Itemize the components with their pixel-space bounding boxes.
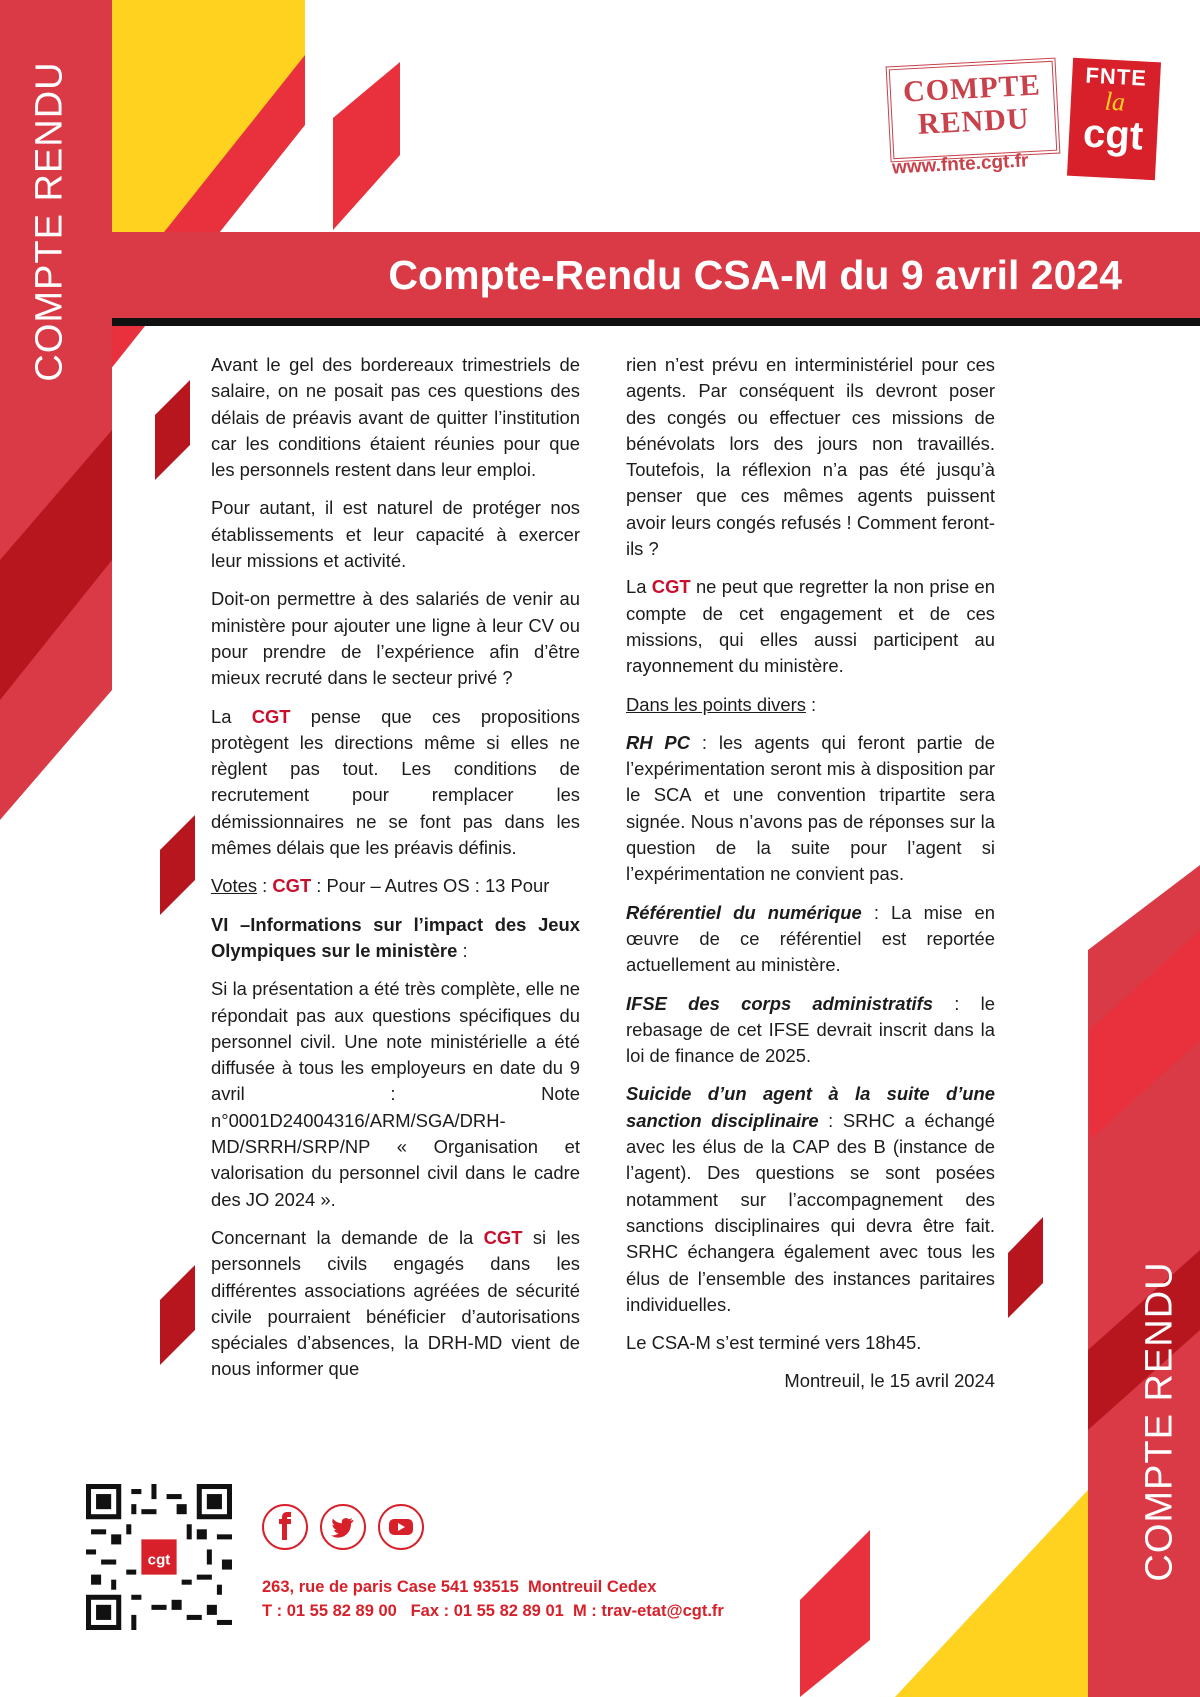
suicide-label: Suicide d’un agent à la suite d’une sanction disciplinaire xyxy=(626,1083,995,1131)
paragraph xyxy=(626,991,995,1070)
paragraph xyxy=(626,574,995,679)
facebook-icon[interactable] xyxy=(262,1504,308,1550)
qr-code[interactable] xyxy=(86,1484,232,1630)
text: : xyxy=(805,693,817,715)
address-line: 263, rue de paris Case 541 93515 Montreuil Cedex xyxy=(262,1578,657,1596)
rhpc-label: RH PC xyxy=(626,731,690,753)
fnte-cgt-badge xyxy=(1067,58,1161,180)
youtube-icon[interactable] xyxy=(378,1504,424,1550)
divers-label: Dans les points divers xyxy=(626,693,806,715)
ifse-label: IFSE des corps administratifs xyxy=(626,992,934,1014)
right-column xyxy=(626,352,995,1407)
text: pense que ces propositions protègent les directions même si elles ne règlent pas tout. Les conditions de recrutement pour remplacer les démissionnaires ne se font pas dans les mêmes délais que les préavis définis. xyxy=(211,705,580,859)
stamp-line-1: COMPTE xyxy=(902,68,1042,109)
text: : les agents qui feront partie de l’expérimentation seront mis à disposition par le SCA et une convention tripartite sera signée. Nous n’avons pas de réponses sur la question de la suite pour l’agent si l’expérimentation ne convient pas. xyxy=(626,731,995,885)
side-label-left: COMPTE RENDU xyxy=(28,61,71,382)
signature-date: Montreuil, le 15 avril 2024 xyxy=(784,1370,995,1392)
text: : xyxy=(257,875,273,897)
text: : le rebasage de cet IFSE devrait inscrit dans la loi de finance de 2025. xyxy=(626,992,995,1067)
footer-contact xyxy=(262,1575,724,1623)
cgt-highlight: CGT xyxy=(651,576,691,598)
contact-line: T : 01 55 82 89 00 Fax : 01 55 82 89 01 M : trav-etat@cgt.fr xyxy=(262,1602,724,1620)
divers-heading xyxy=(626,692,995,718)
text: ne peut que regretter la non prise en compte de cet engagement et de ces missions, qui elles aussi participent au rayonnement du ministère. xyxy=(626,576,995,677)
deco-chip-3 xyxy=(160,1265,195,1365)
text: : SRHC a échangé avec les élus de la CAP des B (instance de l’agent). Des questions se sont posées notamment sur l’accompagnement des sanctions disciplinaires qui devra être fait. SRHC échangera également avec tous les élus de l’ensemble des instances paritaires individuelles. xyxy=(626,1109,995,1315)
title-banner xyxy=(112,232,1200,318)
text: La xyxy=(626,576,652,598)
badge-fnte: FNTE xyxy=(1084,62,1148,91)
text: Concernant la demande de la xyxy=(211,1226,484,1248)
paragraph xyxy=(211,1225,580,1383)
website-url: www.fnte.cgt.fr xyxy=(891,150,1029,179)
side-label-right: COMPTE RENDU xyxy=(1138,1261,1181,1582)
paragraph xyxy=(211,704,580,862)
svg-text:cgt: cgt xyxy=(147,1551,171,1569)
compte-rendu-logo xyxy=(884,58,1164,186)
paragraph: rien n’est prévu en interministériel pour ces agents. Par conséquent ils devront poser des congés ou effectuer ces missions de bénévolats lors des jours non travaillés. Toutefois, la réflexion n’a pas été jusqu’à penser que ces mêmes agents puissent avoir leurs congés refusés ! Comment feront-ils ? xyxy=(626,354,995,560)
referentiel-label: Référentiel du numérique xyxy=(626,901,862,923)
paragraph xyxy=(626,1081,995,1318)
left-column xyxy=(211,352,580,1395)
cgt-highlight: CGT xyxy=(272,875,312,897)
badge-cgt: cgt xyxy=(1082,111,1145,159)
paragraph: Doit-on permettre à des salariés de venir au ministère pour ajouter une ligne à leur CV ou pour prendre de l’expérience afin d’être mieux recruté dans le secteur privé ? xyxy=(211,588,580,689)
title-rule xyxy=(112,318,1200,326)
paragraph: Avant le gel des bordereaux trimestriels de salaire, on ne posait pas ces questions des délais de préavis avant de quitter l’institution car les conditions étaient réunies pour que les personnels restent dans leur emploi. xyxy=(211,354,580,481)
cgt-highlight: CGT xyxy=(483,1226,523,1248)
deco-chip-4 xyxy=(1008,1217,1043,1318)
page-title: Compte-Rendu CSA-M du 9 avril 2024 xyxy=(388,252,1122,298)
text: : Pour – Autres OS : 13 Pour xyxy=(311,875,550,897)
deco-small-strip-1 xyxy=(333,62,400,230)
badge-la: la xyxy=(1104,86,1126,117)
compte-rendu-stamp xyxy=(886,58,1061,163)
paragraph: Le CSA-M s’est terminé vers 18h45. xyxy=(626,1332,922,1354)
stamp-line-2: RENDU xyxy=(916,102,1031,141)
text: : xyxy=(457,939,468,961)
deco-chip-2 xyxy=(160,815,195,915)
cgt-highlight: CGT xyxy=(251,705,291,727)
paragraph xyxy=(626,730,995,888)
section-heading xyxy=(211,912,580,965)
text: : La mise en œuvre de ce référentiel est reportée actuellement au ministère. xyxy=(626,901,995,976)
text: si les personnels civils engagés dans les différentes associations agréées de sécurité civile pourraient bénéficier d’autorisations spéciales d’absences, la DRH-MD vient de nous informer que xyxy=(211,1226,580,1380)
deco-yellow-bottom-right xyxy=(895,1490,1088,1697)
votes-line xyxy=(211,873,580,899)
deco-chip-1 xyxy=(155,380,190,480)
paragraph xyxy=(626,900,995,979)
paragraph: Si la présentation a été très complète, elle ne répondait pas aux questions spécifiques du personnel civil. Une note ministérielle a été diffusée à tous les employeurs en date du 9 avril : Note n°0001D24004316/ARM/SGA/DRH-MD/SRRH/SRP/NP « Organisation et valorisation du personnel civil dans le cadre des JO 2024 ». xyxy=(211,978,580,1210)
section-heading-text: VI –Informations sur l’impact des Jeux Olympiques sur le ministère xyxy=(211,913,580,961)
paragraph: Pour autant, il est naturel de protéger nos établissements et leur capacité à exercer leur missions et activité. xyxy=(211,497,580,572)
text: La xyxy=(211,705,252,727)
twitter-icon[interactable] xyxy=(320,1504,366,1550)
deco-small-strip-bottom xyxy=(800,1530,870,1697)
votes-label: Votes xyxy=(211,875,258,897)
